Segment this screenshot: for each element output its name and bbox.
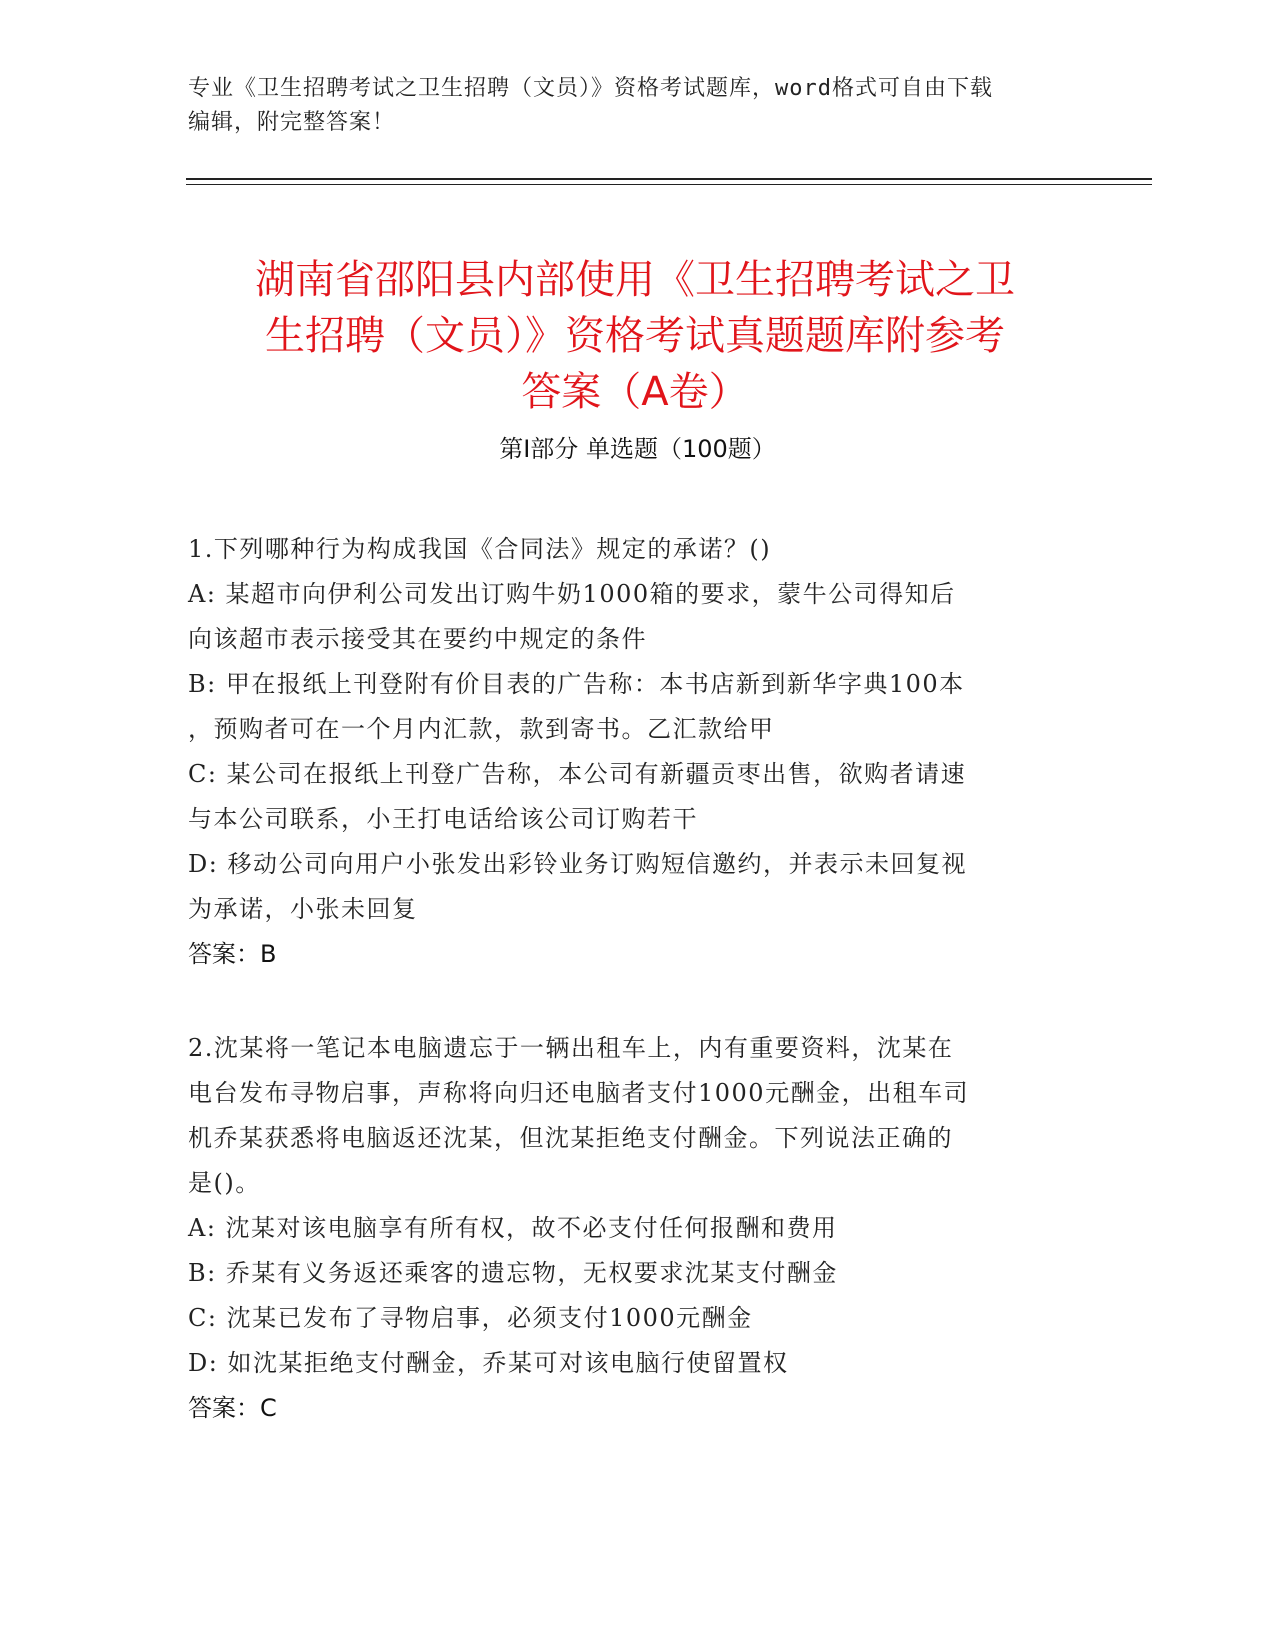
question-stem-continued: 是()。 (188, 1169, 261, 1197)
option-c: C: 沈某已发布了寻物启事，必须支付1000元酬金 (188, 1304, 753, 1332)
option-d: D: 如沈某拒绝支付酬金，乔某可对该电脑行使留置权 (188, 1349, 789, 1377)
section-heading: 第Ⅰ部分 单选题（100题） (499, 435, 776, 463)
option-d-continued: 为承诺，小张未回复 (188, 895, 418, 923)
answer-label: 答案：C (188, 1394, 277, 1422)
title-line-3: 答案（A卷） (521, 368, 749, 415)
document-title (170, 252, 1100, 420)
option-a-continued: 向该超市表示接受其在要约中规定的条件 (188, 625, 647, 653)
header-note-line-2: 编辑，附完整答案！ (188, 110, 396, 135)
question-item (188, 1026, 1068, 1431)
option-c: C: 某公司在报纸上刊登广告称，本公司有新疆贡枣出售，欲购者请速 (188, 760, 967, 788)
question-stem-continued: 机乔某获悉将电脑返还沈某，但沈某拒绝支付酬金。下列说法正确的 (188, 1124, 953, 1152)
header-divider (186, 178, 1152, 185)
option-b-continued: ，预购者可在一个月内汇款，款到寄书。乙汇款给甲 (188, 715, 775, 743)
question-stem: 2.沈某将一笔记本电脑遗忘于一辆出租车上，内有重要资料，沈某在 (188, 1034, 954, 1062)
option-b: B: 乔某有义务返还乘客的遗忘物，无权要求沈某支付酬金 (188, 1259, 838, 1287)
option-d: D: 移动公司向用户小张发出彩铃业务订购短信邀约，并表示未回复视 (188, 850, 967, 878)
title-line-1: 湖南省邵阳县内部使用《卫生招聘考试之卫 (255, 256, 1015, 303)
question-item (188, 527, 1068, 977)
title-line-2: 生招聘（文员）》资格考试真题题库附参考 (265, 312, 1005, 359)
answer-label: 答案：B (188, 940, 277, 968)
header-note (188, 72, 1068, 140)
header-note-line-1: 专业《卫生招聘考试之卫生招聘（文员）》资格考试题库，word格式可自由下载 (188, 76, 993, 101)
option-a: A: 沈某对该电脑享有所有权，故不必支付任何报酬和费用 (188, 1214, 838, 1242)
question-stem-continued: 电台发布寻物启事，声称将向归还电脑者支付1000元酬金，出租车司 (188, 1079, 970, 1107)
option-b: B: 甲在报纸上刊登附有价目表的广告称：本书店新到新华字典100本 (188, 670, 965, 698)
option-a: A: 某超市向伊利公司发出订购牛奶1000箱的要求，蒙牛公司得知后 (188, 580, 956, 608)
question-stem: 1.下列哪种行为构成我国《合同法》规定的承诺？() (188, 535, 772, 563)
option-c-continued: 与本公司联系，小王打电话给该公司订购若干 (188, 805, 698, 833)
